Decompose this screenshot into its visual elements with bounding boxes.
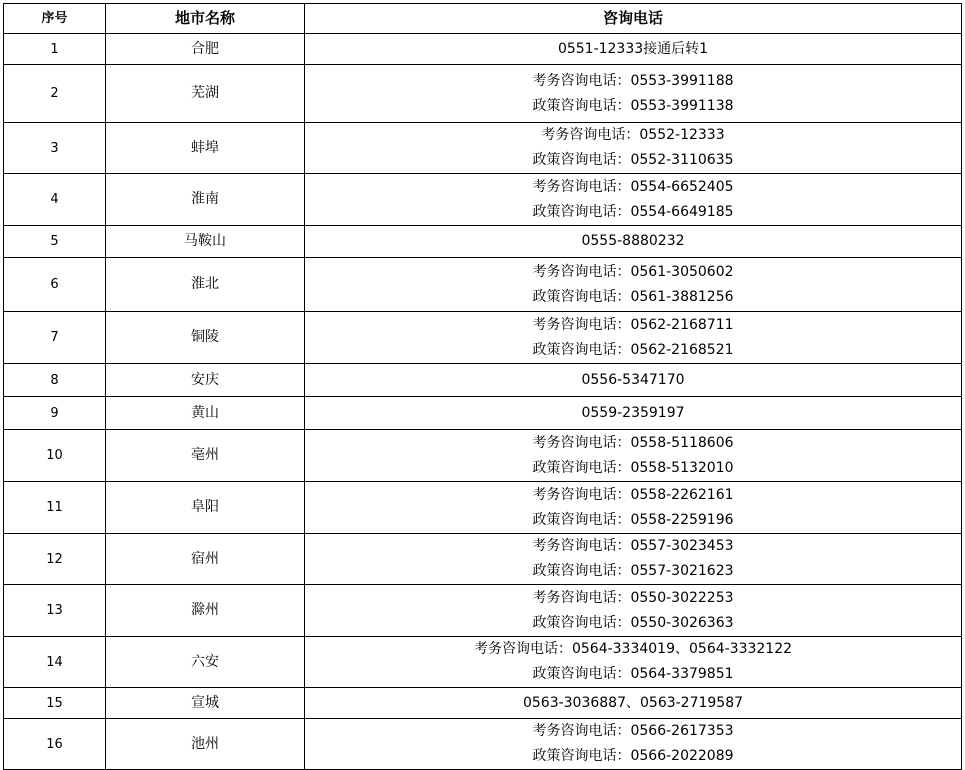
phone-line: 政策咨询电话：0558-2259196 [532, 511, 734, 528]
table-row [4, 312, 962, 364]
city-name: 蚌埠 [106, 123, 305, 174]
phone-line: 考务咨询电话：0562-2168711 [532, 316, 734, 333]
phone-line: 考务咨询电话：0554-6652405 [532, 178, 734, 195]
table-row [4, 534, 962, 585]
row-number: 7 [4, 312, 106, 364]
phone-line: 考务咨询电话：0561-3050602 [532, 263, 734, 280]
phone-line: 政策咨询电话：0562-2168521 [532, 341, 734, 358]
table-row [4, 123, 962, 174]
phone-line: 政策咨询电话：0550-3026363 [532, 614, 734, 631]
row-number: 3 [4, 123, 106, 174]
phone-cell [305, 482, 962, 534]
city-name: 铜陵 [106, 312, 305, 364]
table-row [4, 585, 962, 637]
phone-line: 考务咨询电话：0558-5118606 [532, 434, 734, 451]
city-name: 宿州 [106, 534, 305, 585]
table-row [4, 688, 962, 719]
phone-cell [305, 637, 962, 688]
phone-line: 政策咨询电话：0553-3991138 [532, 97, 734, 114]
row-number: 2 [4, 65, 106, 123]
phone-cell [305, 364, 962, 397]
phone-line: 政策咨询电话：0554-6649185 [532, 203, 734, 220]
city-name: 马鞍山 [106, 226, 305, 258]
phone-line: 0563-3036887、0563-2719587 [522, 694, 744, 711]
phone-line: 政策咨询电话：0552-3110635 [532, 152, 734, 168]
table-row [4, 65, 962, 123]
city-name: 合肥 [106, 34, 305, 65]
phone-line: 0551-12333接通后转1 [557, 40, 709, 57]
city-name: 淮北 [106, 258, 305, 312]
row-number: 4 [4, 174, 106, 226]
phone-line: 0556-5347170 [581, 371, 685, 388]
phone-line: 考务咨询电话：0550-3022253 [532, 589, 734, 606]
phone-line: 政策咨询电话：0558-5132010 [532, 459, 734, 476]
city-name: 芜湖 [106, 65, 305, 123]
city-name: 淮南 [106, 174, 305, 226]
table-row [4, 34, 962, 65]
phone-cell [305, 688, 962, 719]
phone-cell [305, 65, 962, 123]
phone-line: 考务咨询电话：0564-3334019、0564-3332122 [473, 641, 793, 657]
row-number: 9 [4, 397, 106, 430]
row-number: 14 [4, 637, 106, 688]
row-number: 16 [4, 719, 106, 770]
phone-line: 政策咨询电话：0564-3379851 [532, 666, 734, 682]
row-number: 5 [4, 226, 106, 258]
header-number: 序号 [4, 4, 106, 34]
consultation-phone-table [3, 3, 962, 770]
phone-line: 政策咨询电话：0566-2022089 [532, 748, 734, 764]
phone-line: 考务咨询电话：0558-2262161 [532, 486, 734, 503]
row-number: 11 [4, 482, 106, 534]
phone-line: 政策咨询电话：0557-3021623 [532, 563, 734, 579]
phone-line: 考务咨询电话：0552-12333 [541, 127, 725, 143]
phone-cell [305, 258, 962, 312]
phone-cell [305, 719, 962, 770]
phone-cell [305, 174, 962, 226]
header-consult-phone: 咨询电话 [305, 4, 962, 34]
phone-cell [305, 585, 962, 637]
city-name: 亳州 [106, 430, 305, 482]
phone-line: 考务咨询电话：0566-2617353 [532, 723, 734, 739]
table-row [4, 364, 962, 397]
row-number: 13 [4, 585, 106, 637]
phone-line: 政策咨询电话：0561-3881256 [532, 288, 734, 305]
phone-cell [305, 34, 962, 65]
table-row [4, 637, 962, 688]
table-row [4, 430, 962, 482]
table-row [4, 719, 962, 770]
phone-line: 考务咨询电话：0553-3991188 [532, 72, 734, 89]
table-row [4, 226, 962, 258]
city-name: 池州 [106, 719, 305, 770]
row-number: 6 [4, 258, 106, 312]
table-row [4, 258, 962, 312]
row-number: 15 [4, 688, 106, 719]
city-name: 六安 [106, 637, 305, 688]
table-body [4, 34, 962, 770]
phone-cell [305, 534, 962, 585]
table-row [4, 482, 962, 534]
table-row [4, 397, 962, 430]
phone-cell [305, 430, 962, 482]
phone-line: 0555-8880232 [581, 233, 685, 249]
city-name: 宣城 [106, 688, 305, 719]
row-number: 8 [4, 364, 106, 397]
phone-line: 0559-2359197 [581, 404, 685, 421]
row-number: 12 [4, 534, 106, 585]
phone-cell [305, 312, 962, 364]
city-name: 滁州 [106, 585, 305, 637]
header-city-name: 地市名称 [106, 4, 305, 34]
header-row [4, 4, 962, 34]
phone-line: 考务咨询电话：0557-3023453 [532, 538, 734, 554]
phone-cell [305, 123, 962, 174]
phone-cell [305, 397, 962, 430]
city-name: 安庆 [106, 364, 305, 397]
table-row [4, 174, 962, 226]
row-number: 10 [4, 430, 106, 482]
city-name: 黄山 [106, 397, 305, 430]
row-number: 1 [4, 34, 106, 65]
city-name: 阜阳 [106, 482, 305, 534]
phone-cell [305, 226, 962, 258]
